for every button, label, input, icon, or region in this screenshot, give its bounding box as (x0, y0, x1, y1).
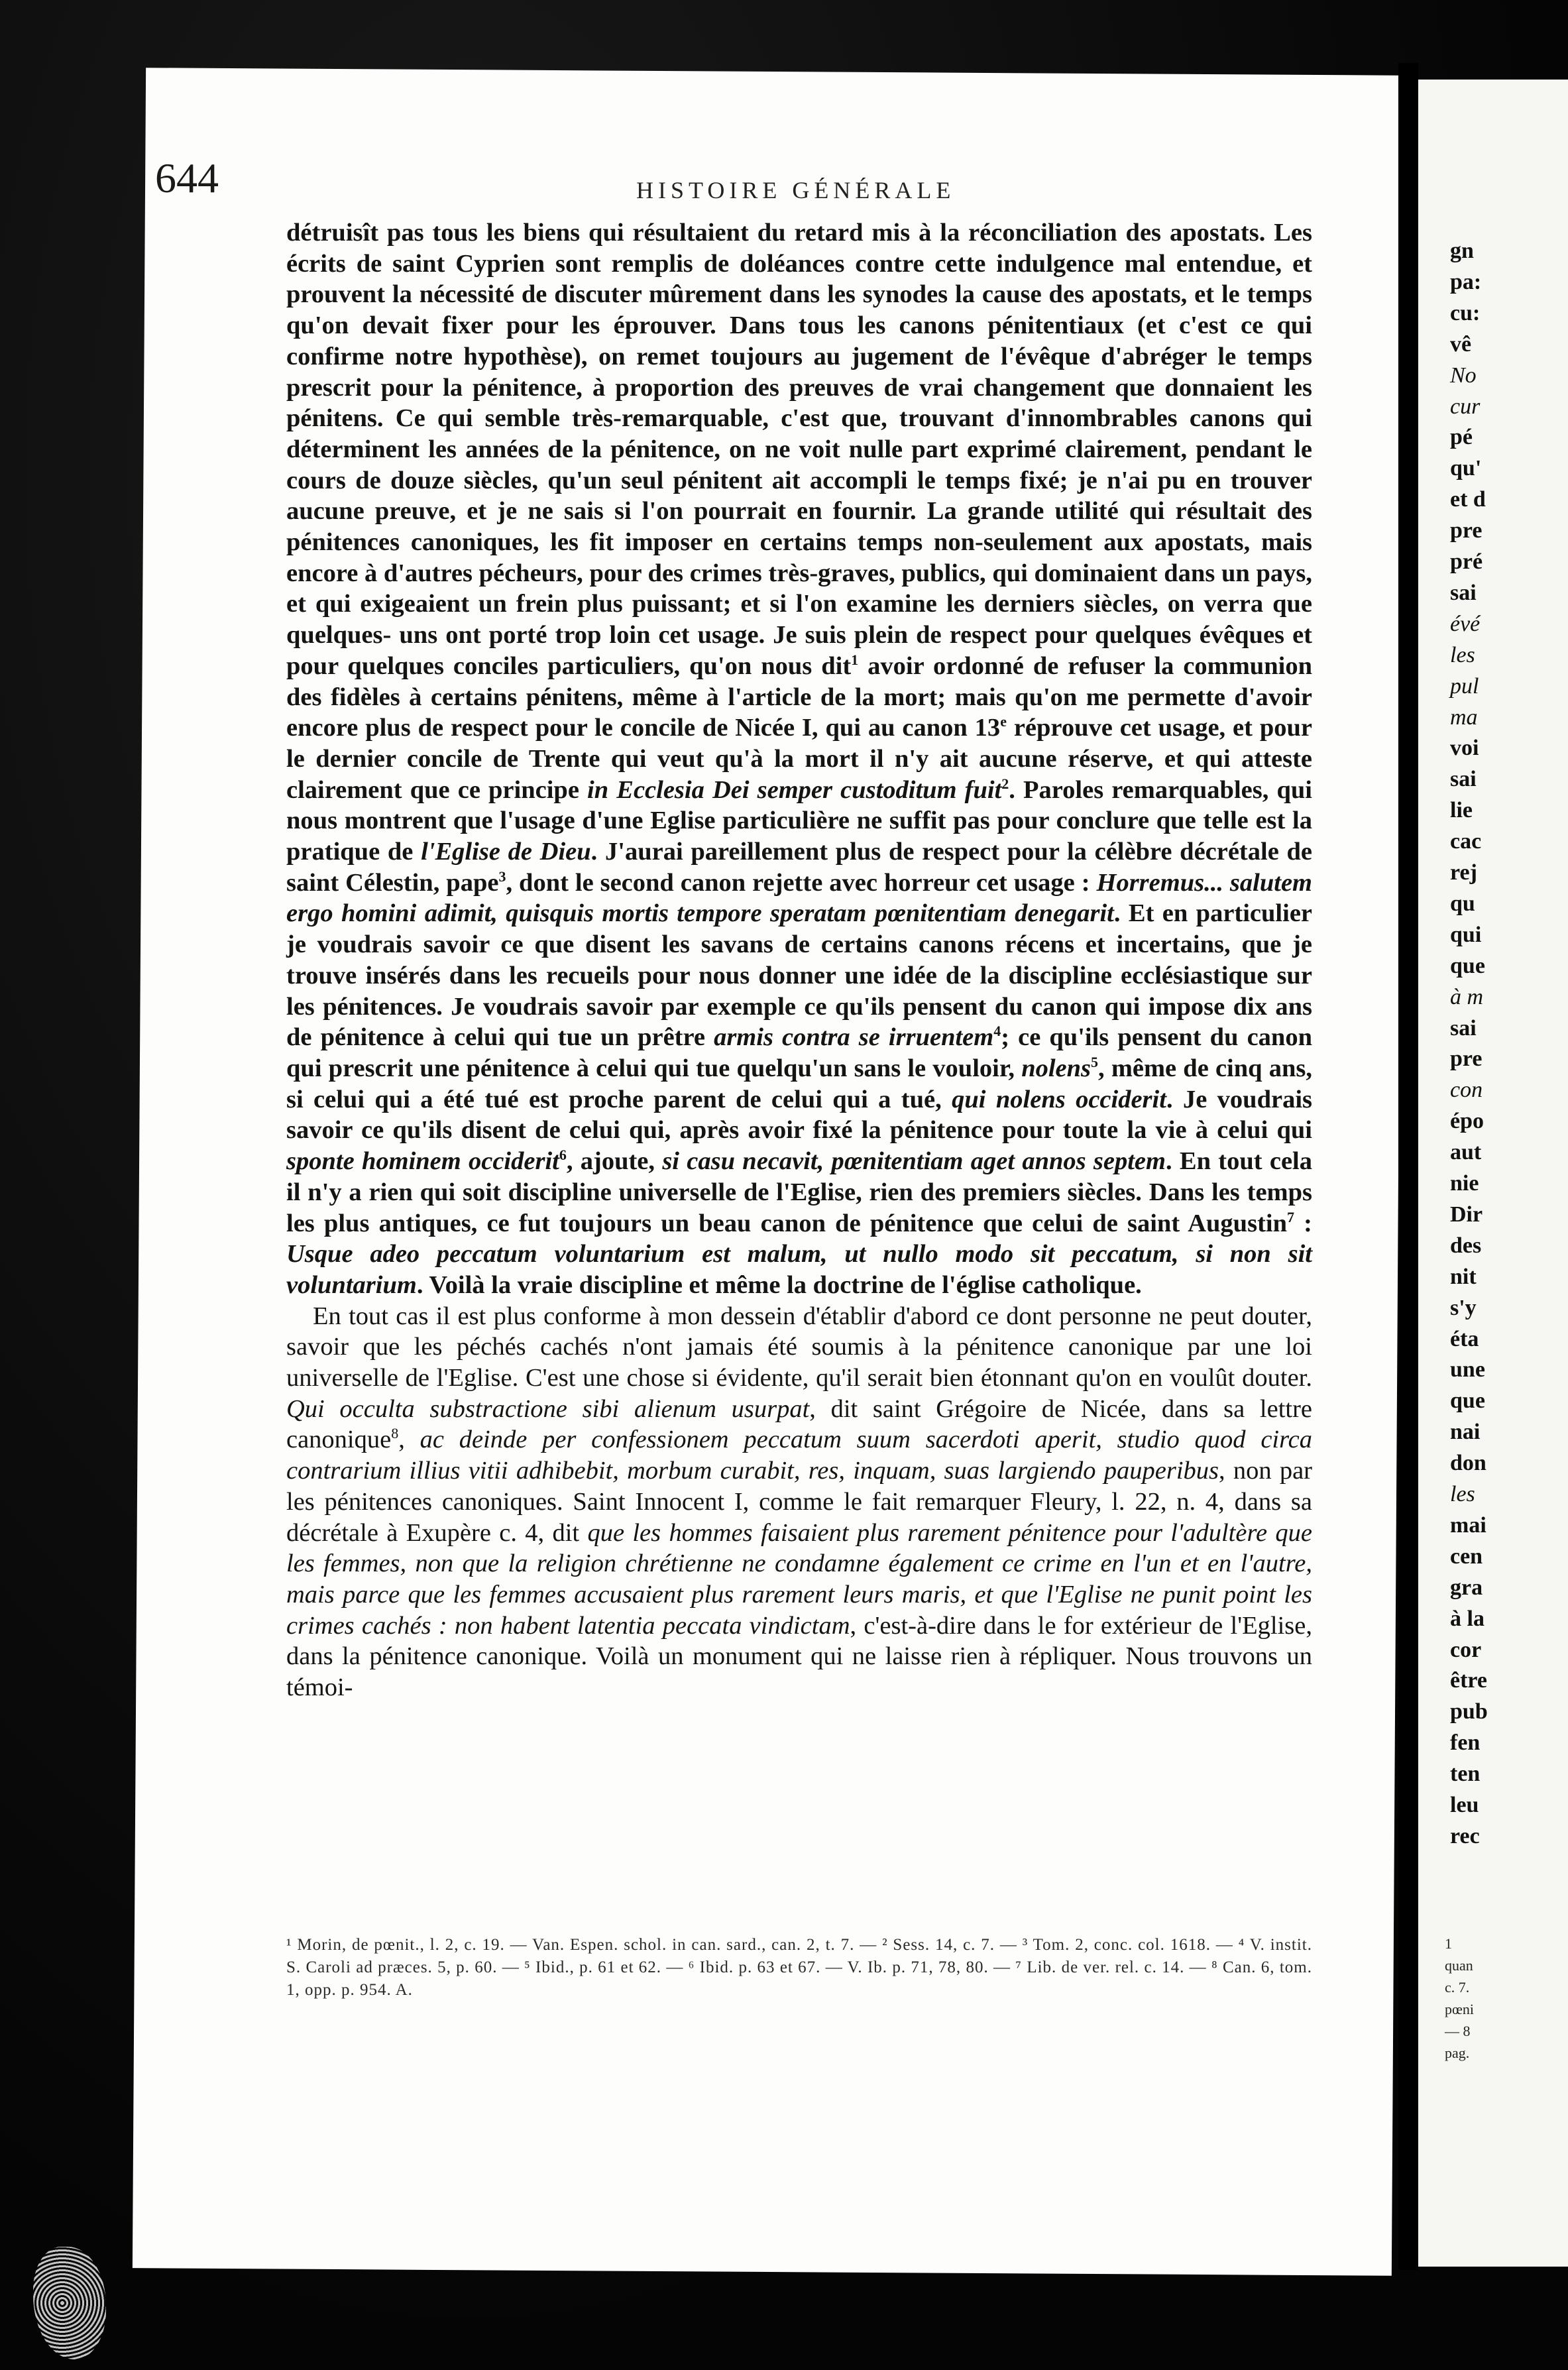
text-span: En tout cas il est plus conforme à mon dessein d'établir d'abord ce dont personne ne peut douter, savoir que les péchés cachés n'ont jamais été soumis à la pénitence canonique par une loi universelle de l'Eglise. C'est une chose si évidente, qu'il serait bien étonnant qu'on en voulût douter. (286, 1302, 1312, 1392)
text-span: détruisît pas tous les biens qui résultaient du retard mis à la réconciliation des apostats. Les écrits de saint Cyprien sont remplis de doléances contre cette indulgence mal entendue, et prouvent la nécessité de discuter mûrement dans les synodes la cause des apostats, et le temps qu'on devait fixer pour les éprouver. Dans tous les canons pénitentiaux (et c'est ce qui confirme notre hypothèse), on remet toujours au jugement de l'évêque d'abréger le temps prescrit pour la pénitence, à proportion des preuves de vrai changement que donnaient les pénitens. (286, 219, 1312, 433)
page-number: 644 (155, 154, 219, 201)
italic-span: que les hommes faisaient plus rarement pénitence pour l'adultère que les femmes, non que la religion chrétienne ne condamne également ce crime en l'un et en l'autre, mais parce que les femmes accusaient plus rarement leurs maris, et que l'Eglise ne punit point les crimes cachés : non habent latentia peccata vindictam (286, 1518, 1312, 1640)
footnote-ref: 1 (851, 651, 859, 669)
facing-page-line: à m (1450, 984, 1484, 1009)
facing-page-footnote-line: quan (1445, 1957, 1473, 1974)
text-span: avoir ordonné de refuser la communion des fidèles à certains pénitens, même à l'article de la mort; mais qu'on me permette d'avoir encore plus de respect pour le concile de Nicée I, qui au canon 13 (286, 651, 1312, 742)
facing-page-line: nai (1450, 1420, 1481, 1445)
facing-page-line: que (1450, 1388, 1485, 1414)
facing-page-line: Dir (1450, 1202, 1483, 1227)
footnotes: ¹ Morin, de pœnit., l. 2, c. 19. — Van. Espen. schol. in can. sard., can. 2, t. 7. — ² Sess. 14, c. 7. — ³ Tom. 2, conc. col. 1618. — ⁴ V. instit. S. Caroli ad præces. 5, p. 60. — ⁵ Ibid., p. 61 et 62. — ⁶ Ibid. p. 63 et 67. — V. Ib. p. 71, 78, 80. — ⁷ Lib. de ver. rel. c. 14. — ⁸ Can. 6, tom. 1, opp. p. 954. A. (286, 1936, 1312, 1999)
italic-span: Horremus... salutem ergo homini adimit, quisquis mortis tempore speratam pœnitentiam denegarit (286, 868, 1312, 928)
paragraph-2 (286, 1301, 1312, 1703)
text-span: , c'est-à-dire dans le for extérieur de l'Eglise, dans la pénitence canonique. Voilà un monument qui ne laisse rien à répliquer. Nous trouvons un témoi- (286, 1611, 1312, 1702)
text-span: , dont le second canon rejette avec horreur cet usage : (506, 868, 1097, 897)
facing-page-line: sai (1450, 1015, 1477, 1041)
italic-span: si casu necavit, pœnitentiam aget annos septem (662, 1147, 1166, 1176)
italic-span: Qui occulta substractione sibi alienum usurpat (286, 1394, 810, 1423)
footnote-ref: 8 (391, 1425, 399, 1442)
facing-page-line: cen (1450, 1544, 1483, 1569)
facing-page-line: No (1450, 363, 1477, 388)
facing-page-line: être (1450, 1668, 1487, 1693)
facing-page-line: pul (1450, 673, 1479, 699)
facing-page-line: cac (1450, 829, 1482, 854)
facing-page-line: voi (1450, 736, 1479, 761)
facing-page-line: gra (1450, 1575, 1483, 1600)
facing-page-line: sai (1450, 767, 1477, 792)
facing-page-footnote-line: c. 7. (1445, 1979, 1470, 1996)
italic-span: l'Eglise de Dieu (421, 838, 591, 866)
facing-page-line: nie (1450, 1171, 1479, 1196)
facing-page-line: sai (1450, 580, 1477, 605)
footnote-ref: 3 (498, 868, 506, 885)
text-span: : (1294, 1209, 1312, 1237)
facing-page-line: et d (1450, 487, 1486, 512)
facing-page-line: pé (1450, 425, 1473, 450)
facing-page-line: à la (1450, 1606, 1484, 1631)
facing-page-line: rej (1450, 860, 1477, 885)
facing-page-footnote-line: 1 (1445, 1935, 1452, 1952)
facing-page-line: cur (1450, 394, 1481, 419)
facing-page-footnote-line: — 8 (1445, 2023, 1471, 2039)
text-span: . Et en particulier je voudrais savoir ce que disent les savans de certains canons récens et incertains, que je trouve insérés dans les recueils pour nous donner une idée de la discipline ecclésiastique sur les pénitences. Je voudrais savoir par exemple ce qu'ils pensent du canon qui impose dix ans de pénitence à celui qui tue un prêtre (286, 899, 1312, 1052)
facing-page-footnote-line: pag. (1445, 2045, 1470, 2061)
facing-page-line: que (1450, 953, 1485, 978)
facing-page-line: don (1450, 1451, 1486, 1476)
facing-page-line: pre (1450, 518, 1483, 543)
facing-page-line: pre (1450, 1046, 1483, 1072)
facing-page-line: qu (1450, 891, 1475, 916)
facing-page-line: qu' (1450, 456, 1482, 481)
facing-page-line: pa: (1450, 269, 1482, 294)
facing-page-line: leu (1450, 1793, 1479, 1817)
footnote-ref: 4 (993, 1023, 1001, 1040)
text-span: , ajoute, (566, 1147, 663, 1176)
facing-page-footnote-line: pœni (1445, 2001, 1474, 2017)
facing-page-line: cu: (1450, 300, 1481, 325)
facing-page-line: cor (1450, 1637, 1482, 1662)
text-span: . Voilà la vraie discipline et même la doctrine de l'église catholique. (416, 1270, 1142, 1299)
facing-page-line: des (1450, 1233, 1482, 1258)
facing-page-line: vê (1450, 331, 1472, 357)
text-span: uns ont porté trop loin cet usage. Je suis plein de respect pour quelques évêques et pour quelques conciles particuliers, qu'on nous dit (286, 621, 1312, 680)
text-span: . En tout cela il n'y a rien qui soit discipline universelle de l'Eglise, rien des premiers siècles. Dans les temps les plus antiques, ce fut toujours un beau canon de pénitence que celui de saint Augustin (286, 1147, 1312, 1237)
italic-span: ac deinde per confessionem peccatum suum sacerdoti aperit, studio quod circa contrarium illius vitii adhibebit, morbum curabit, res, inquam, suas largiendo pauperibus (286, 1426, 1312, 1485)
italic-span: qui nolens occiderit (952, 1085, 1166, 1113)
italic-span: nolens (1021, 1054, 1092, 1082)
text-span: . J'aurai pareillement plus de respect pour la célèbre décrétale de saint Célestin, pape (286, 838, 1312, 897)
facing-page-line: con (1450, 1078, 1483, 1103)
facing-page-line: aut (1450, 1140, 1482, 1165)
paragraph-1 (286, 217, 1312, 1301)
facing-page-line: évé (1450, 611, 1481, 636)
facing-page-line: nit (1450, 1264, 1477, 1289)
facing-page-line: rec (1450, 1823, 1480, 1848)
facing-page-line: lie (1450, 798, 1473, 823)
footnote-ref: 2 (1001, 775, 1009, 792)
text-span: . Je voudrais savoir ce qu'ils disent de celui qui, après avoir fixé la pénitence pour toute la vie à celui qui (286, 1085, 1312, 1145)
text-span: . Paroles remarquables, qui nous montrent que l'usage d'une Eglise particulière ne suffit pas pour conclure que telle est la pratique de (286, 775, 1312, 866)
text-span: , même de cinq ans, si celui qui a été tué est proche parent de celui qui a tué, (286, 1054, 1312, 1113)
facing-page-line: s'y (1450, 1295, 1477, 1320)
facing-page-line: qui (1450, 922, 1482, 947)
running-head: HISTOIRE GÉNÉRALE (636, 177, 956, 203)
book-gutter (1398, 63, 1418, 2270)
facing-page-line: les (1450, 642, 1475, 667)
facing-page-line: une (1450, 1357, 1485, 1382)
text-span: , (398, 1426, 420, 1454)
ordinal-sup: e (1000, 713, 1007, 730)
text-span: , non par les pénitences canoniques. Saint Innocent I, comme le fait remarquer Fleury, l. 22, n. 4, dans sa décrétale à Exupère c. 4, dit (286, 1457, 1313, 1547)
footnote-ref: 6 (559, 1147, 567, 1164)
text-span: ; ce qu'ils pensent du canon qui prescrit une pénitence à celui qui tue quelqu'un sans le vouloir, (286, 1023, 1312, 1082)
facing-page-line: gn (1450, 239, 1474, 263)
main-text (286, 217, 1312, 1703)
italic-span: sponte hominem occiderit (286, 1147, 559, 1176)
facing-page-fragment (1418, 80, 1568, 2267)
facing-page-line: ma (1450, 705, 1478, 730)
facing-page-line: mai (1450, 1512, 1486, 1538)
italic-span: Ecclesia Dei semper custoditum fuit (616, 775, 1002, 804)
italic-span: Usque adeo peccatum voluntarium est malum, ut nullo modo sit peccatum, si non sit voluntarium (286, 1240, 1312, 1299)
italic-span: armis contra se irruentem (714, 1023, 994, 1052)
footnote-ref: 7 (1287, 1208, 1294, 1225)
facing-page-line: fen (1450, 1730, 1481, 1756)
italic-span: in (587, 775, 609, 804)
facing-page-line: épo (1450, 1109, 1484, 1134)
footnote-ref: 5 (1091, 1054, 1099, 1071)
facing-page-line: éta (1450, 1326, 1479, 1351)
text-span: réprouve cet usage, et pour le dernier concile de Trente qui veut qu'à la mort il n'y ait aucune réserve, et qui atteste clairement que ce principe (286, 714, 1313, 804)
facing-page-line: ten (1450, 1762, 1481, 1787)
facing-page-line: les (1450, 1482, 1475, 1506)
facing-page-line: pré (1450, 549, 1483, 574)
text-span: Ce qui semble très-remarquable, c'est que, trouvant d'innombrables canons qui déterminent les années de la pénitence, on ne voit nulle part exprimé clairement, pendant le cours de douze siècles, qu'un seul pénitent ait accompli le temps fixé; je n'ai pu en trouver aucune preuve, et je ne sais si l'on pourrait en fournir. La grande utilité qui résultait des pénitences canoniques, les fit imposer en certains temps non-seulement aux apostats, mais encore à d'autres pécheurs, pour des crimes très-graves, publics, qui dominaient dans un pays, et qui exigeaient un frein plus puissant; et si l'on examine les derniers siècles, on verra que quelques- (286, 404, 1312, 649)
facing-page-line: pub (1450, 1699, 1488, 1724)
text-span: , dit saint Grégoire de Nicée, dans sa lettre canonique (286, 1394, 1312, 1454)
